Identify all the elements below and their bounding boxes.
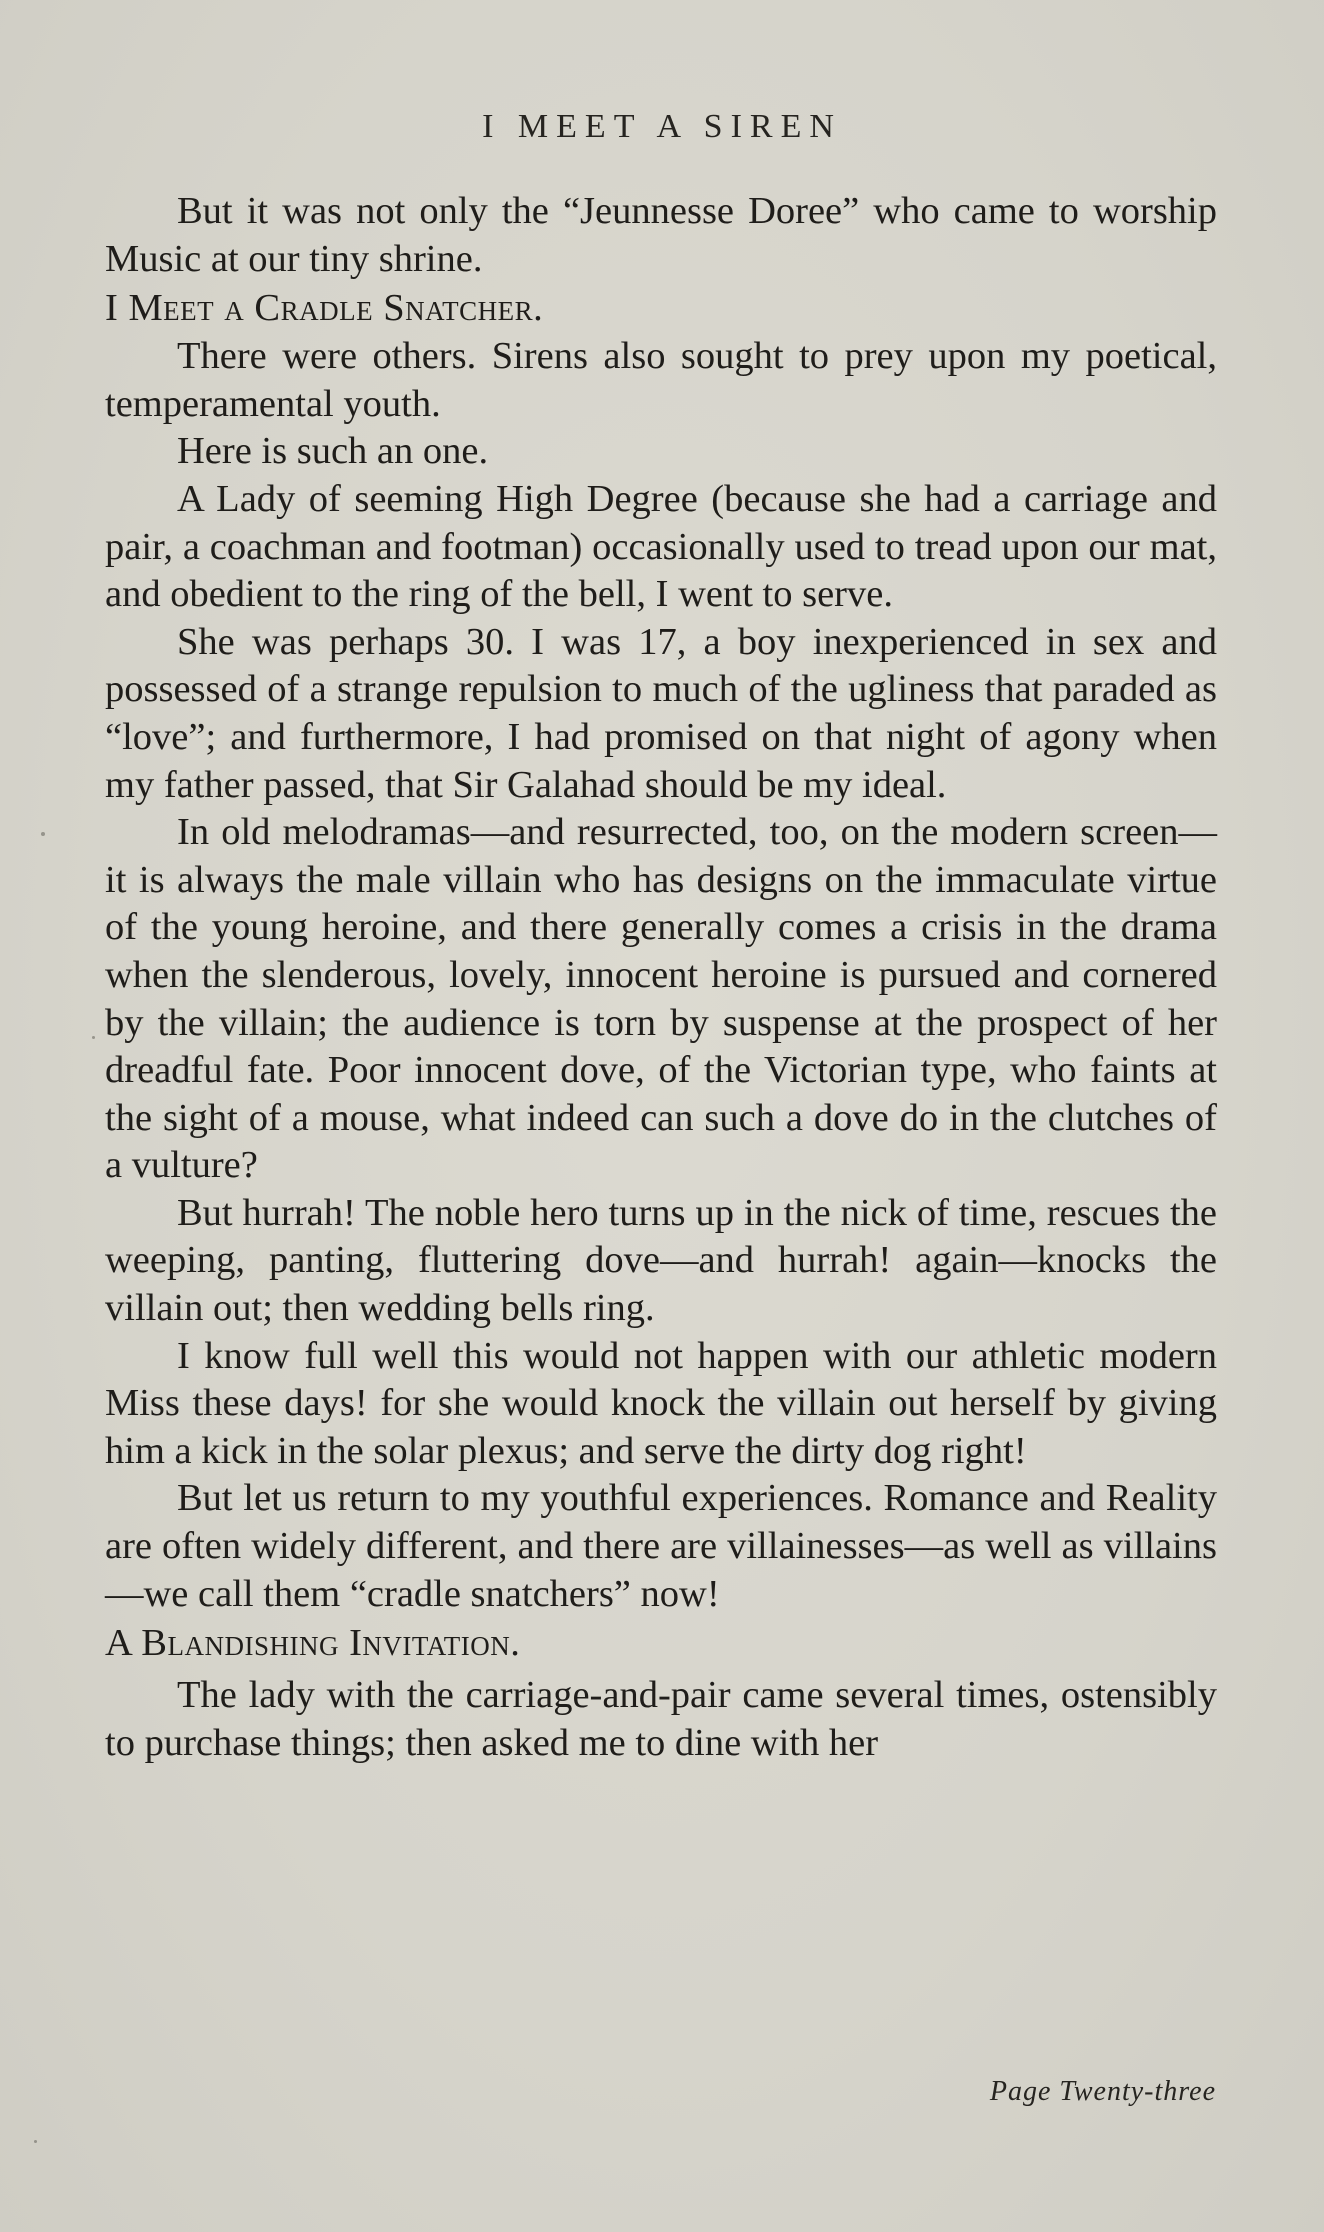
section-heading-cradle-snatcher: I Meet a Cradle Snatcher. <box>105 287 544 330</box>
paper-speck <box>92 1036 95 1039</box>
paragraph-6: In old melodramas—and resurrected, too, on the modern screen—it is always the male villain who has designs on the immaculate virtue of the young heroine, and there generally comes a crisis in the drama when the slenderous, lovely, innocent heroine is pursued and cornered by the villain; the audience is torn by suspense at the prospect of her dreadful fate. Poor innocent dove, of the Victorian type, who faints at the sight of a mouse, what indeed can such a dove do in the clutches of a vulture? <box>105 811 1217 1187</box>
paragraph-2: There were others. Sirens also sought to prey upon my poetical, temperamental youth. <box>105 335 1217 425</box>
paragraph-10: The lady with the carriage-and-pair came several times, ostensibly to purchase things; then asked me to dine with her <box>105 1674 1217 1764</box>
paragraph-7: But hurrah! The noble hero turns up in the nick of time, rescues the weeping, panting, fluttering dove—and hurrah! again—knocks the villain out; then wedding bells ring. <box>105 1191 1217 1330</box>
paragraph-9: But let us return to my youthful experiences. Romance and Reality are often widely different, and there are villainesses—as well as villains—we call them “cradle snatchers” now! <box>105 1477 1217 1615</box>
page-number: Page Twenty-three <box>989 2076 1216 2107</box>
running-head: I MEET A SIREN <box>482 108 842 145</box>
paragraph-4: A Lady of seeming High Degree (because she had a carriage and pair, a coachman and footman) occasionally used to tread upon our mat, and obedient to the ring of the bell, I went to serve. <box>105 477 1217 616</box>
paper-speck <box>41 832 45 836</box>
section-heading-blandishing-invitation: A Blandishing Invitation. <box>105 1622 521 1665</box>
paragraph-5: She was perhaps 30. I was 17, a boy inexperienced in sex and possessed of a strange repulsion to much of the ugliness that paraded as “love”; and furthermore, I had promised on that night of agony when my father passed, that Sir Galahad should be my ideal. <box>105 620 1217 806</box>
paragraph-3: Here is such an one. <box>177 430 489 473</box>
page-body <box>105 188 1217 1767</box>
paper-speck <box>34 2140 37 2143</box>
paragraph-1: But it was not only the “Jeunnesse Doree” who came to worship Music at our tiny shrine. <box>105 190 1217 280</box>
paragraph-8: I know full well this would not happen with our athletic modern Miss these days! for she would knock the villain out herself by giving him a kick in the solar plexus; and serve the dirty dog right! <box>105 1334 1217 1472</box>
